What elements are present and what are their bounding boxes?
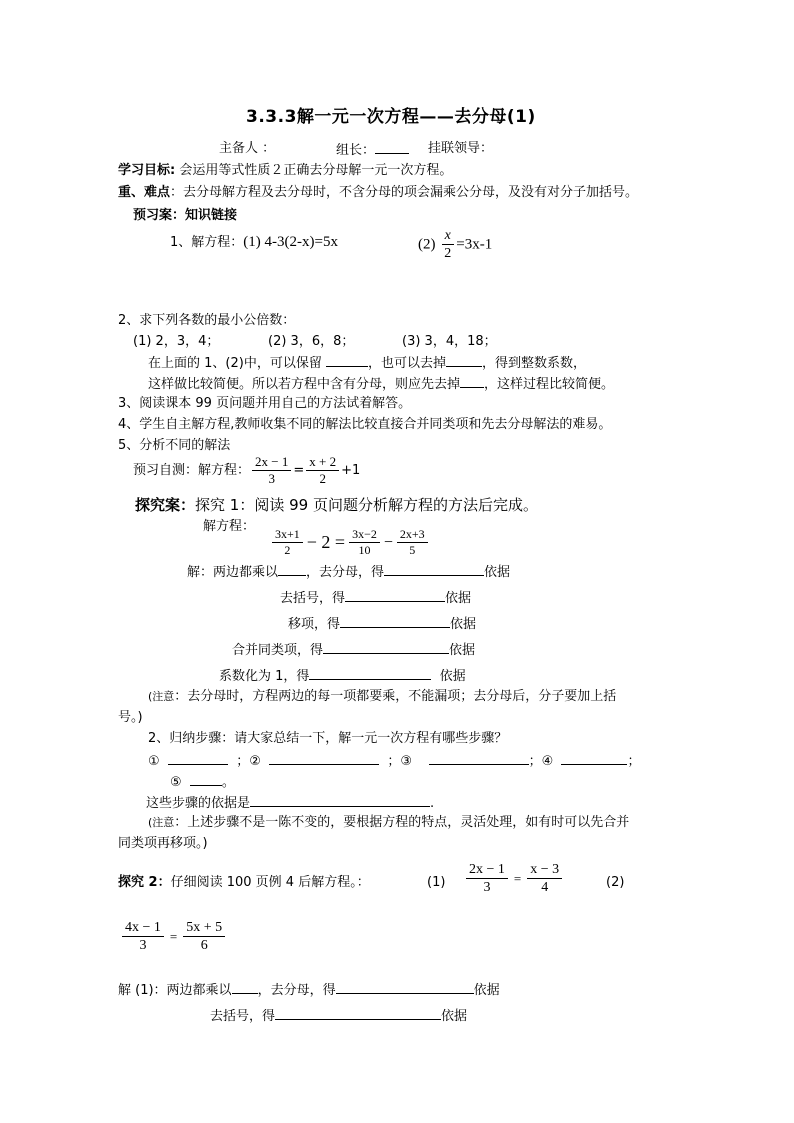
explore-1-equation: $\frac{3x+1}{2}$ − 2 = $\frac{3x-2}{10}$ − $\frac{2x+3}{5}$ [270,528,430,557]
fill-line-b: 这样做比较简便。所以若方程中含有分母，则应先去掉 ，这样过程比较简便。 [148,377,615,392]
explore-2-equation-1: $\frac{2x - 1}{3}$ = $\frac{x - 3}{4}$ [464,862,564,896]
preparer-label: 主备人 ： [219,141,276,156]
steps-blank-5: ⑤ 。 [170,775,235,790]
summary-question: 2、归纳步骤：请大家总结一下，解一元一次方程有哪些步骤？ [148,731,508,746]
learning-goal: 学习目标: 会运用等式性质２正确去分母解一元一次方程。 [118,163,453,178]
explore-1-solve-label: 解方程： [203,519,256,534]
supervisor-label: 挂联领导： [428,141,494,156]
step-5: 系数化为 1，得 依据 [219,669,466,684]
question-3: 3、阅读课本 99 页问题并用自己的方法试着解答。 [118,396,412,411]
page-title: 3.3.3解一元一次方程——去分母(1) [246,107,536,127]
note-2-cont: 同类项再移项。) [118,836,208,851]
explore-1-heading: 探究案：探究 1：阅读 99 页问题分析解方程的方法后完成。 [135,496,538,514]
key-difficulty: 重、难点：去分母解方程及去分母时，不含分母的项会漏乘公分母，及没有对分子加括号。 [118,185,639,200]
leader-label: 组长： [336,141,409,159]
question-2: 2、求下列各数的最小公倍数： [118,313,296,328]
question-2-a: (1) 2，3，4； [133,334,220,349]
preview-heading: 预习案：知识链接 [133,208,238,223]
explore-2-heading: 探究 2：仔细阅读 100 页例 4 后解方程。： [118,875,370,890]
fill-line-a: 在上面的 1、(2)中，可以保留 ，也可以去掉 ，得到整数系数， [148,356,586,371]
self-test: 预习自测：解方程： $\frac{2x - 1}{3}$ = $\frac{x + 2}{2}$ +1 [133,454,361,487]
question-1-part2: (2) $\frac{x}{2}$ =3x-1 [418,228,493,262]
steps-blanks-row: ① ；② ；③ ；④ ； [148,754,641,769]
step-4: 合并同类项，得 依据 [232,643,476,658]
step-1: 解：两边都乘以 ，去分母，得 依据 [187,565,511,580]
explore-2-p2: (2) [606,875,625,890]
note-2: (注意：上述步骤不是一陈不变的，要根据方程的特点，灵活处理，如有时可以先合并 [148,815,630,830]
explore-2-equation-2: $\frac{4x - 1}{3}$ = $\frac{5x + 5}{6}$ [120,920,227,954]
step-2: 去括号，得 依据 [280,591,472,606]
basis-line: 这些步骤的依据是 . [146,796,435,811]
solution-1-step-1: 解 (1)：两边都乘以 ，去分母，得 依据 [118,983,500,998]
question-1: 1、解方程：(1) 4-3(2-x)=5x [170,234,338,250]
step-3: 移项，得 依据 [288,617,477,632]
note-1: (注意：去分母时，方程两边的每一项都要乘，不能漏项；去分母后，分子要加上括 [148,689,617,704]
question-2-b: (2) 3，6，8； [268,334,355,349]
question-5: 5、分析不同的解法 [118,438,231,453]
question-4: 4、学生自主解方程,教师收集不同的解法比较直接合并同类项和先去分母解法的难易。 [118,417,612,432]
note-1-cont: 号。) [118,710,143,725]
solution-1-step-2: 去括号，得 依据 [210,1009,468,1024]
question-2-c: (3) 3，4，18； [402,334,497,349]
explore-2-p1: (1) [427,875,446,890]
